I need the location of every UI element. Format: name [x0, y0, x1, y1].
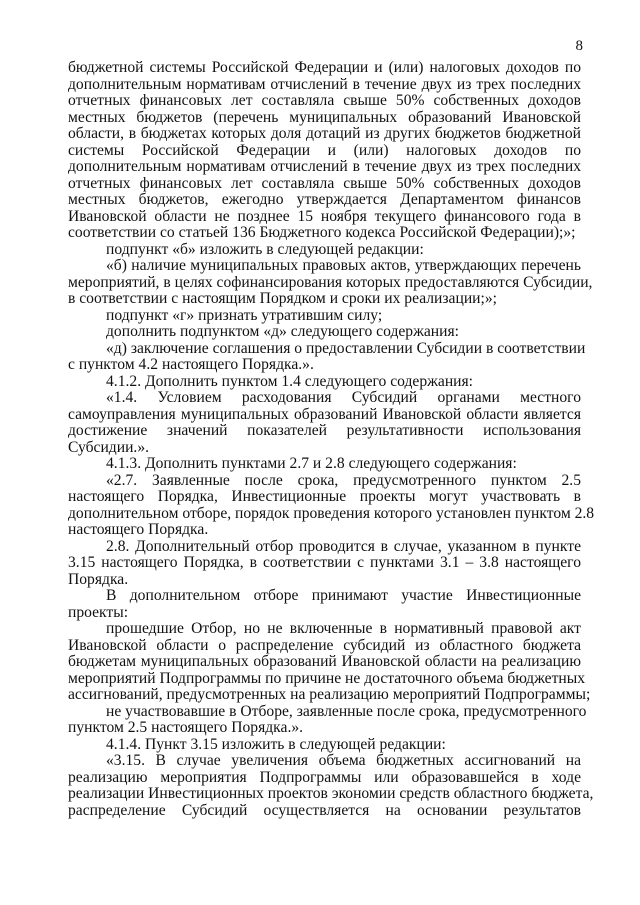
text-line: «б) наличие муниципальных правовых актов, утверждающих перечень	[106, 257, 581, 274]
paragraph	[68, 456, 581, 473]
text-line: 2.8. Дополнительный отбор проводится в случае, указанном в пункте	[106, 537, 581, 555]
text-line: самоуправления муниципальных образований Ивановской области является	[68, 405, 581, 423]
text-line: распределение Субсидий осуществляется на основании результатов	[68, 801, 581, 819]
paragraph	[68, 752, 594, 819]
text-line: настоящего Порядка, Инвестиционные проекты могут участвовать в	[68, 488, 581, 505]
document-body	[68, 59, 595, 819]
text-line: «2.7. Заявленные после срока, предусмотренного пунктом 2.5	[106, 471, 581, 489]
paragraph	[68, 390, 581, 456]
text-line: дополнительным нормативам отчислений в течение двух из трех последних	[68, 75, 581, 93]
text-line: настоящего Порядка.	[68, 521, 209, 538]
paragraph	[68, 308, 581, 325]
text-line: мероприятий, в целях софинансирования которых предоставляются Субсидии,	[68, 273, 593, 291]
text-line: мероприятий Подпрограммы по причине не достаточного объема бюджетных	[68, 669, 586, 687]
page-number: 8	[575, 38, 583, 54]
text-line: Субсидии.».	[68, 438, 150, 456]
paragraph	[68, 588, 581, 621]
text-line: реализацию мероприятия Подпрограммы или образовавшейся в ходе	[68, 768, 581, 786]
paragraph	[68, 539, 581, 589]
text-line: подпункт «г» признать утратившим силу;	[106, 306, 383, 324]
text-line: 3.15 настоящего Порядка, в соответствии с пунктами 3.1 – 3.8 настоящего	[68, 554, 581, 571]
text-line: В дополнительном отборе принимают участие Инвестиционные	[106, 587, 581, 604]
text-line: достижение значений показателей результативности использования	[68, 422, 581, 439]
paragraph	[68, 257, 593, 308]
paragraph	[68, 242, 581, 259]
text-line: Порядка.	[68, 570, 129, 588]
text-line: с пунктом 4.2 настоящего Порядка.».	[68, 356, 314, 373]
text-line: прошедшие Отбор, но не включенные в нормативный правовой акт	[106, 620, 581, 637]
text-line: бюджетной системы Российской Федерации и (или) налоговых доходов по	[68, 59, 581, 76]
text-line: «д) заключение соглашения о предоставлении Субсидии в соответствии	[106, 339, 586, 357]
text-line: дополнить подпунктом «д» следующего содержания:	[106, 323, 459, 340]
text-line: 4.1.2. Дополнить пунктом 1.4 следующего содержания:	[106, 372, 474, 390]
text-line: соответствии со статьей 136 Бюджетного кодекса Российской Федерации);»;	[68, 224, 576, 241]
text-line: отчетных финансовых лет составляла свыше 50% собственных доходов	[68, 174, 581, 192]
text-line: местных бюджетов (перечень муниципальных образований Ивановской	[68, 108, 581, 126]
text-line: 4.1.3. Дополнить пунктами 2.7 и 2.8 следующего содержания:	[106, 455, 517, 472]
text-line: дополнительном отборе, порядок проведения которого установлен пунктом 2.8	[68, 504, 595, 522]
text-line: проекты:	[68, 603, 129, 621]
text-line: «3.15. В случае увеличения объема бюджетных ассигнований на	[106, 752, 581, 769]
text-line: местных бюджетов, ежегодно утверждается Департаментом финансов	[68, 191, 581, 208]
text-line: ассигнований, предусмотренных на реализацию мероприятий Подпрограммы;	[68, 686, 591, 703]
text-line: бюджетам муниципальных образований Ивановской области на реализацию	[68, 653, 581, 670]
text-line: не участвовавшие в Отборе, заявленные после срока, предусмотренного	[106, 702, 587, 720]
paragraph	[68, 620, 591, 704]
text-line: отчетных финансовых лет составляла свыше 50% собственных доходов	[68, 92, 581, 109]
paragraph	[68, 339, 586, 374]
text-line: «1.4. Условием расходования Субсидий органами местного	[106, 389, 581, 406]
text-line: системы Российской Федерации и (или) налоговых доходов по	[68, 141, 581, 159]
text-line: в соответствии с настоящим Порядком и сроки их реализации;»;	[68, 290, 497, 307]
paragraph	[68, 324, 581, 341]
paragraph	[68, 374, 581, 391]
text-line: 4.1.4. Пункт 3.15 изложить в следующей редакции:	[106, 735, 446, 753]
text-line: области, в бюджетах которых доля дотаций из других бюджетов бюджетной	[68, 125, 581, 142]
paragraph	[68, 60, 581, 242]
text-line: Ивановской области не позднее 15 ноября текущего финансового года в	[68, 207, 581, 225]
paragraph	[68, 737, 581, 754]
text-line: Ивановской области о распределение субсидий из областного бюджета	[68, 636, 581, 654]
text-line: пунктом 2.5 настоящего Порядка.».	[68, 719, 304, 736]
paragraph	[68, 471, 595, 539]
paragraph	[68, 702, 587, 737]
text-line: реализации Инвестиционных проектов экономии средств областного бюджета,	[68, 785, 594, 802]
text-line: подпункт «б» изложить в следующей редакции:	[106, 240, 424, 258]
text-line: дополнительным нормативам отчислений в течение двух из трех последних	[68, 158, 581, 175]
